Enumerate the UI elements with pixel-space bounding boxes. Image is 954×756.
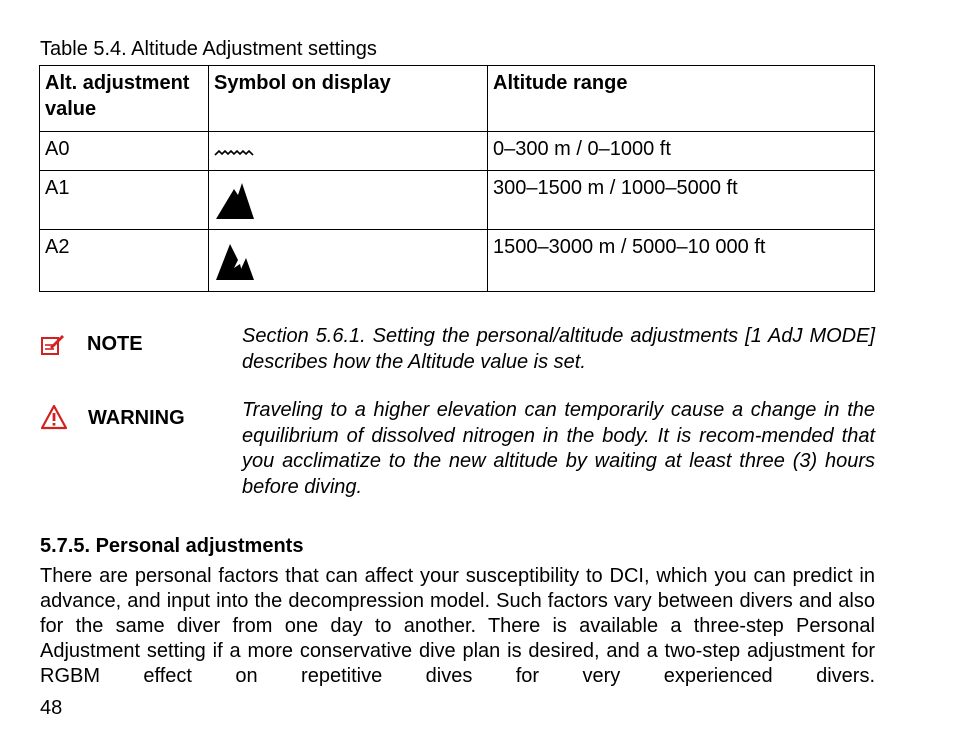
symbol-cell [209,230,488,292]
altitude-range-cell: 1500–3000 m / 5000–10 000 ft [488,230,875,292]
symbol-cell [209,132,488,171]
table-header-row [40,66,875,132]
note-text: Section 5.6.1. Setting the personal/altitude adjustments [1 AdJ MODE] describes how the Altitude value is set. [242,325,875,373]
note-label: NOTE [87,333,143,355]
header-altitude-range: Altitude range [488,66,875,132]
warning-label: WARNING [88,407,185,429]
note-block [40,324,875,376]
section-body: There are personal factors that can affect your susceptibility to DCI, which you can predict in advance, and input into the decompression model. Such factors vary between divers and also for the same diver from one day to another. There is available a three-step Personal Adjustment setting if a more conservative dive plan is desired, and a two-step adjustment for RGBM effect on repetitive dives for very experienced divers. [40,565,875,687]
altitude-range-cell: 0–300 m / 0–1000 ft [488,132,875,171]
table-row [40,171,875,230]
warning-triangle-icon [40,404,68,430]
table-row [40,230,875,292]
section-title: 5.7.5. Personal adjustments [40,535,304,557]
symbol-cell [209,171,488,230]
note-pencil-icon [40,332,66,358]
alt-value-cell: A1 [40,171,209,230]
header-symbol: Symbol on display [209,66,488,132]
sea-level-waves-icon [214,136,258,162]
alt-value-cell: A0 [40,132,209,171]
header-alt-value: Alt. adjustment value [40,66,209,132]
warning-text: Traveling to a higher elevation can temporarily cause a change in the equilibrium of dissolved nitrogen in the body. It is recom-mended that you acclimatize to the new altitude by waiting at least three (3) hours before diving. [242,399,875,498]
warning-block [40,398,875,502]
double-mountain-icon [214,234,258,284]
altitude-table [39,65,875,292]
page-number: 48 [40,697,63,719]
table-row [40,132,875,171]
table-caption: Table 5.4. Altitude Adjustment settings [40,38,377,60]
altitude-range-cell: 300–1500 m / 1000–5000 ft [488,171,875,230]
alt-value-cell: A2 [40,230,209,292]
single-mountain-icon [214,175,258,223]
